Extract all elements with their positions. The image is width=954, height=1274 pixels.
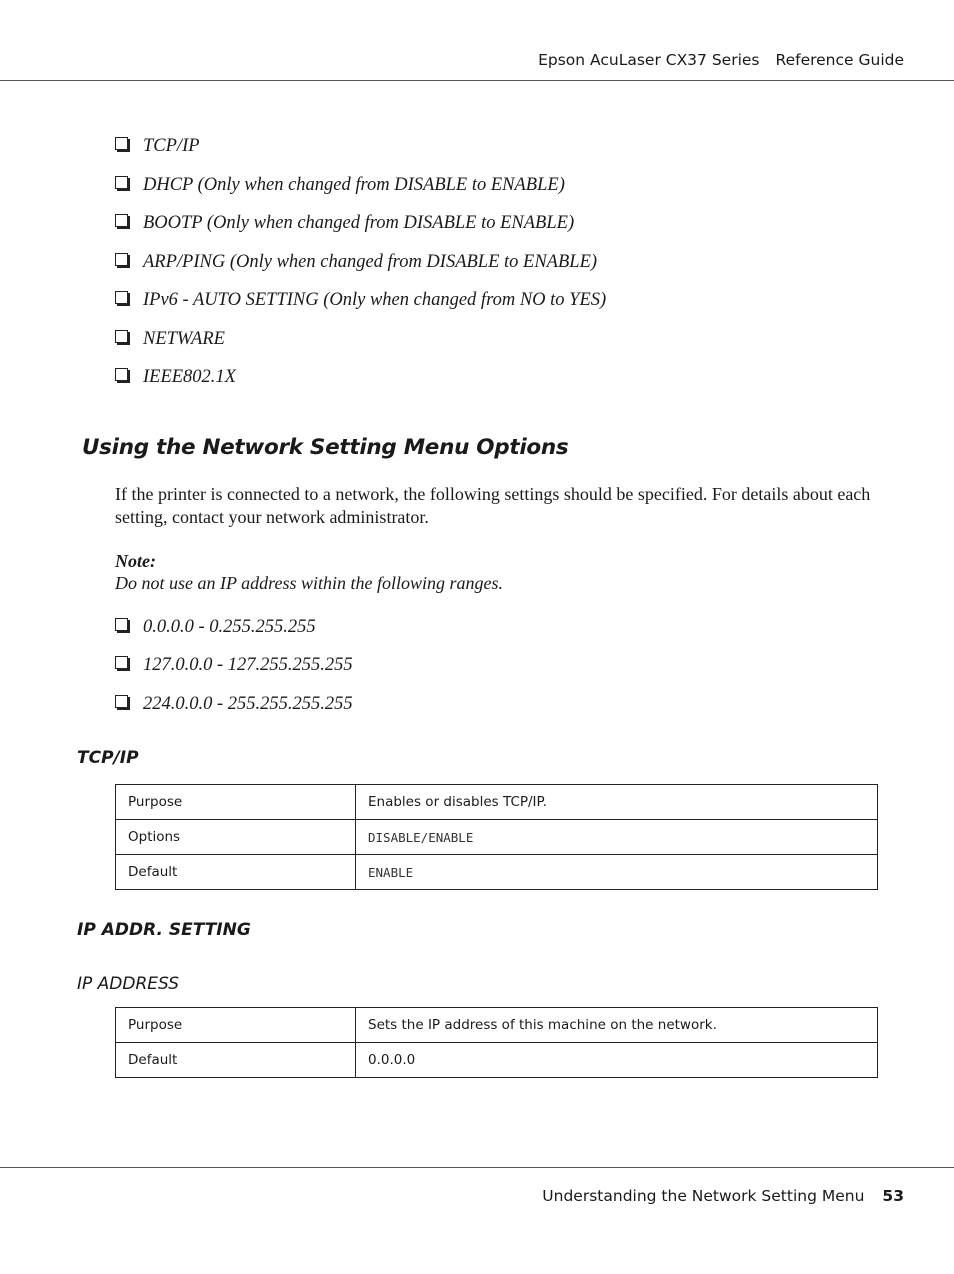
list-item: DHCP (Only when changed from DISABLE to ENABLE) — [115, 175, 565, 196]
table-row: Purpose Enables or disables TCP/IP. — [116, 785, 878, 820]
page-header — [538, 51, 904, 69]
ipaddr-heading: IP ADDR. SETTING — [77, 920, 251, 940]
table-row: Default ENABLE — [116, 855, 878, 890]
ipaddr-subheading: IP ADDRESS — [77, 974, 180, 994]
ipaddr-table — [115, 1007, 878, 1078]
list-item: 127.0.0.0 - 127.255.255.255 — [115, 655, 353, 676]
section-intro: If the printer is connected to a network, the following settings should be specified. For details about each setting, contact your network administrator. — [115, 484, 871, 527]
list-item: ARP/PING (Only when changed from DISABLE to ENABLE) — [115, 252, 597, 273]
tcpip-heading: TCP/IP — [77, 748, 139, 768]
checkbox-bullet-icon — [115, 695, 128, 708]
list-item: IEEE802.1X — [115, 367, 236, 388]
list-item: BOOTP (Only when changed from DISABLE to ENABLE) — [115, 213, 574, 234]
note-text: Do not use an IP address within the following ranges. — [115, 573, 504, 593]
page-footer — [542, 1187, 904, 1205]
table-row: Default 0.0.0.0 — [116, 1043, 878, 1078]
section-title: Using the Network Setting Menu Options — [82, 435, 569, 460]
header-rule — [0, 80, 954, 81]
page-number: 53 — [882, 1187, 904, 1205]
checkbox-bullet-icon — [115, 368, 128, 381]
checkbox-bullet-icon — [115, 618, 128, 631]
checkbox-bullet-icon — [115, 176, 128, 189]
table-row: Purpose Sets the IP address of this machine on the network. — [116, 1008, 878, 1043]
checkbox-bullet-icon — [115, 330, 128, 343]
checkbox-bullet-icon — [115, 291, 128, 304]
list-item: IPv6 - AUTO SETTING (Only when changed from NO to YES) — [115, 290, 606, 311]
checkbox-bullet-icon — [115, 253, 128, 266]
header-product: Epson AcuLaser CX37 Series — [538, 51, 760, 69]
note-title: Note: — [115, 551, 156, 571]
list-item: 0.0.0.0 - 0.255.255.255 — [115, 617, 316, 638]
checkbox-bullet-icon — [115, 214, 128, 227]
footer-chapter: Understanding the Network Setting Menu — [542, 1187, 865, 1205]
tcpip-table — [115, 784, 878, 890]
list-item: 224.0.0.0 - 255.255.255.255 — [115, 694, 353, 715]
list-item: TCP/IP — [115, 136, 200, 157]
list-item: NETWARE — [115, 329, 225, 350]
header-guide: Reference Guide — [775, 51, 904, 69]
footer-rule — [0, 1167, 954, 1168]
table-row: Options DISABLE/ENABLE — [116, 820, 878, 855]
checkbox-bullet-icon — [115, 137, 128, 150]
checkbox-bullet-icon — [115, 656, 128, 669]
